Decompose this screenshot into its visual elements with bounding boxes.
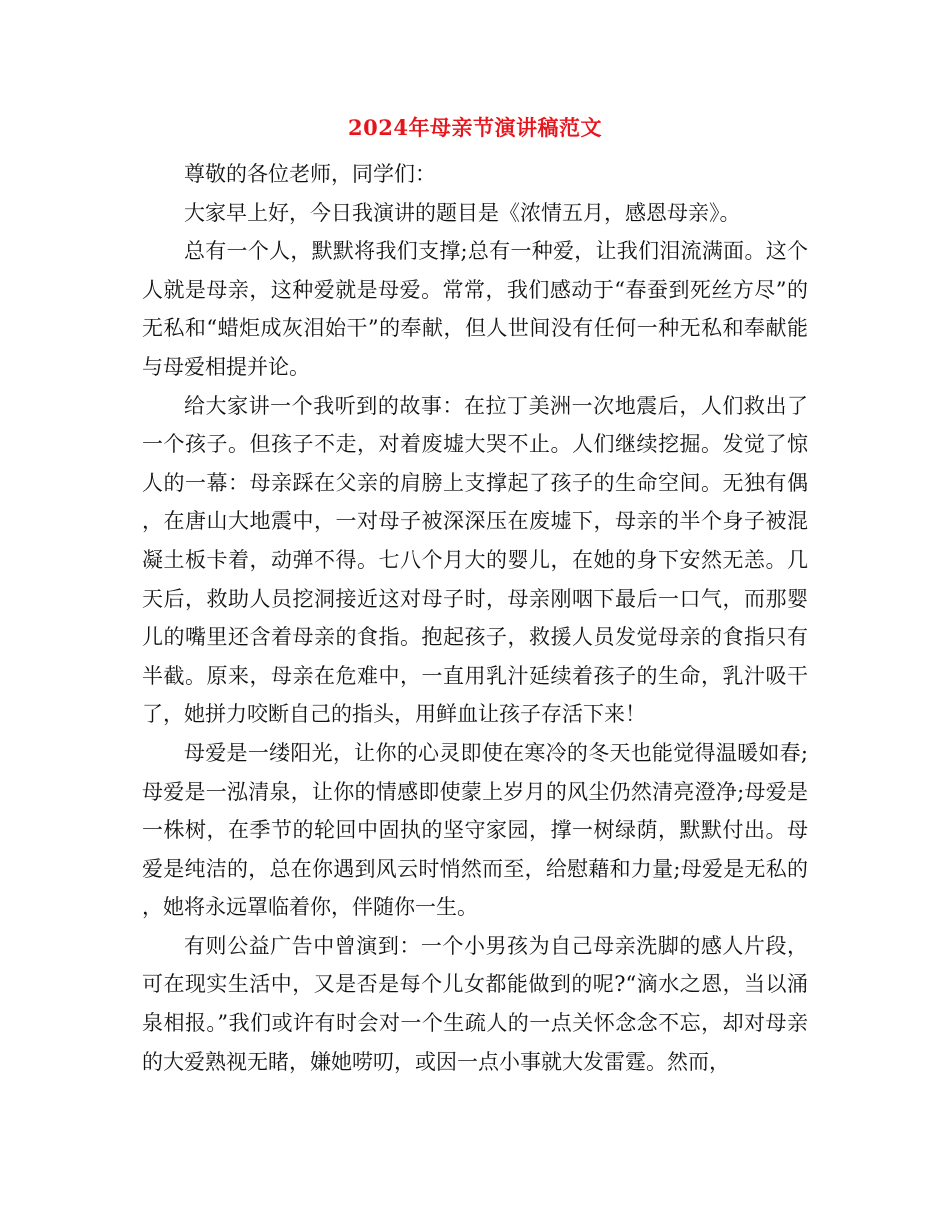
document-title: 2024年母亲节演讲稿范文	[348, 115, 602, 140]
paragraph-mother-love-metaphors: 母爱是一缕阳光，让你的心灵即使在寒冷的冬天也能觉得温暖如春;母爱是一泓清泉，让你的情感即使蒙上岁月的风尘仍然清亮澄净;母爱是一株树，在季节的轮回中固执的坚守家园，撑一树绿荫，默默付出。母爱是纯洁的，总在你遇到风云时悄然而至，给慰藉和力量;母爱是无私的，她将永远罩临着你，伴随你一生。	[142, 740, 808, 920]
document-body	[142, 155, 808, 1081]
paragraph-intro: 大家早上好，今日我演讲的题目是《浓情五月，感恩母亲》。	[184, 200, 741, 225]
paragraph-earthquake-story: 给大家讲一个我听到的故事：在拉丁美洲一次地震后，人们救出了一个孩子。但孩子不走，对着废墟大哭不止。人们继续挖掘。发觉了惊人的一幕：母亲踩在父亲的肩膀上支撑起了孩子的生命空间。无独有偶，在唐山大地震中，一对母子被深深压在废墟下，母亲的半个身子被混凝土板卡着，动弹不得。七八个月大的婴儿，在她的身下安然无恙。几天后，救助人员挖洞接近这对母子时，母亲刚咽下最后一口气，而那婴儿的嘴里还含着母亲的食指。抱起孩子，救援人员发觉母亲的食指只有半截。原来，母亲在危难中，一直用乳汁延续着孩子的生命，乳汁吸干了，她拼力咬断自己的指头，用鲜血让孩子存活下来！	[142, 393, 808, 727]
paragraph-public-service-ad: 有则公益广告中曾演到：一个小男孩为自己母亲洗脚的感人片段，可在现实生活中，又是否是每个儿女都能做到的呢?“滴水之恩，当以涌泉相报。”我们或许有时会对一个生疏人的一点关怀念念不忘，却对母亲的大爱熟视无睹，嫌她唠叨，或因一点小事就大发雷霆。然而，	[142, 933, 808, 1074]
paragraph-mother-support: 总有一个人，默默将我们支撑;总有一种爱，让我们泪流满面。这个人就是母亲，这种爱就是母爱。常常，我们感动于“春蚕到死丝方尽”的 无私和“蜡炬成灰泪始干”的奉献，但人世间没有任何一种无私和奉献能与母爱相提并论。	[142, 239, 808, 379]
paragraph-greeting: 尊敬的各位老师，同学们：	[184, 162, 436, 186]
